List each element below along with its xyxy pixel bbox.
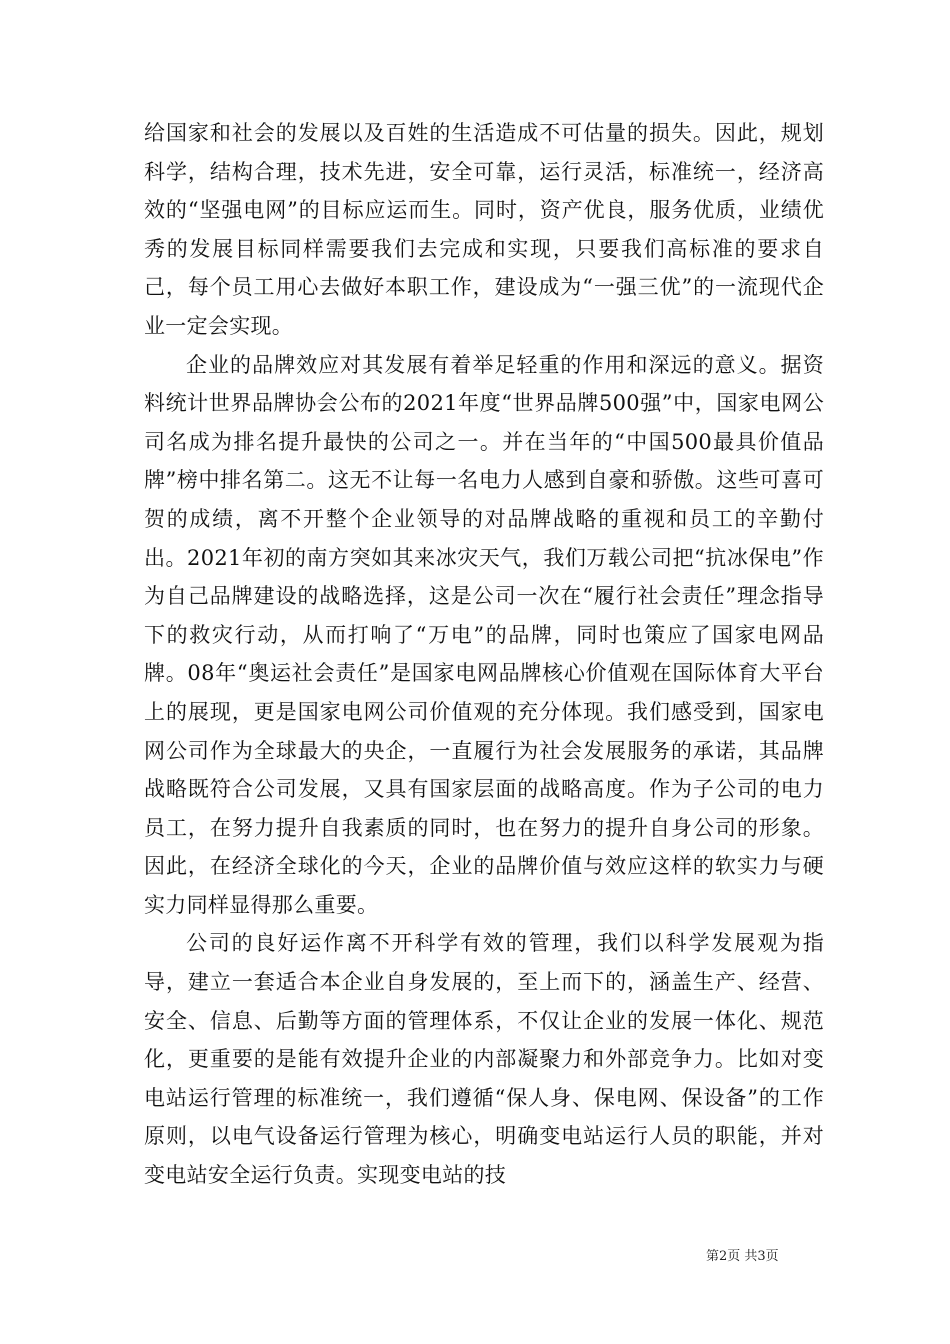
paragraph-brand-effect: 企业的品牌效应对其发展有着举足轻重的作用和深远的意义。据资料统计世界品牌协会公布的2021年度“世界品牌500强”中，国家电网公司名成为排名提升最快的公司之一。并在当年的“中国500最具价值品牌”榜中排名第二。这无不让每一名电力人感到自豪和骄傲。这些可喜可贺的成绩，离不开整个企业领导的对品牌战略的重视和员工的辛勤付出。2021年初的南方突如其来冰灾天气，我们万载公司把“抗冰保电”作为自己品牌建设的战略选择，这是公司一次在“履行社会责任”理念指导下的救灾行动，从而打响了“万电”的品牌，同时也策应了国家电网品牌。08年“奥运社会责任”是国家电网品牌核心价值观在国际体育大平台上的展现，更是国家电网公司价值观的充分体现。我们感受到，国家电网公司作为全球最大的央企，一直履行为社会发展服务的承诺，其品牌战略既符合公司发展，又具有国家层面的战略高度。作为子公司的电力员工，在努力提升自我素质的同时，也在努力的提升自身公司的形象。因此，在经济全球化的今天，企业的品牌价值与效应这样的软实力与硬实力同样显得那么重要。 — [144, 352, 824, 917]
paragraph-management: 公司的良好运作离不开科学有效的管理，我们以科学发展观为指导，建立一套适合本企业自身发展的，至上而下的，涵盖生产、经营、安全、信息、后勤等方面的管理体系，不仅让企业的发展一体化、规范化，更重要的是能有效提升企业的内部凝聚力和外部竞争力。比如对变电站运行管理的标准统一，我们遵循“保人身、保电网、保设备”的工作原则，以电气设备运行管理为核心，明确变电站运行人员的职能，并对变电站安全运行负责。实现变电站的技 — [144, 931, 824, 1188]
document-body — [144, 114, 824, 1195]
page-number-footer: 第2页 共3页 — [706, 1249, 779, 1264]
paragraph-continuation: 给国家和社会的发展以及百姓的生活造成不可估量的损失。因此，规划科学，结构合理，技术先进，安全可靠，运行灵活，标准统一，经济高效的“坚强电网”的目标应运而生。同时，资产优良，服务优质，业绩优秀的发展目标同样需要我们去完成和实现，只要我们高标准的要求自己，每个员工用心去做好本职工作，建设成为“一强三优”的一流现代企业一定会实现。 — [144, 121, 824, 338]
